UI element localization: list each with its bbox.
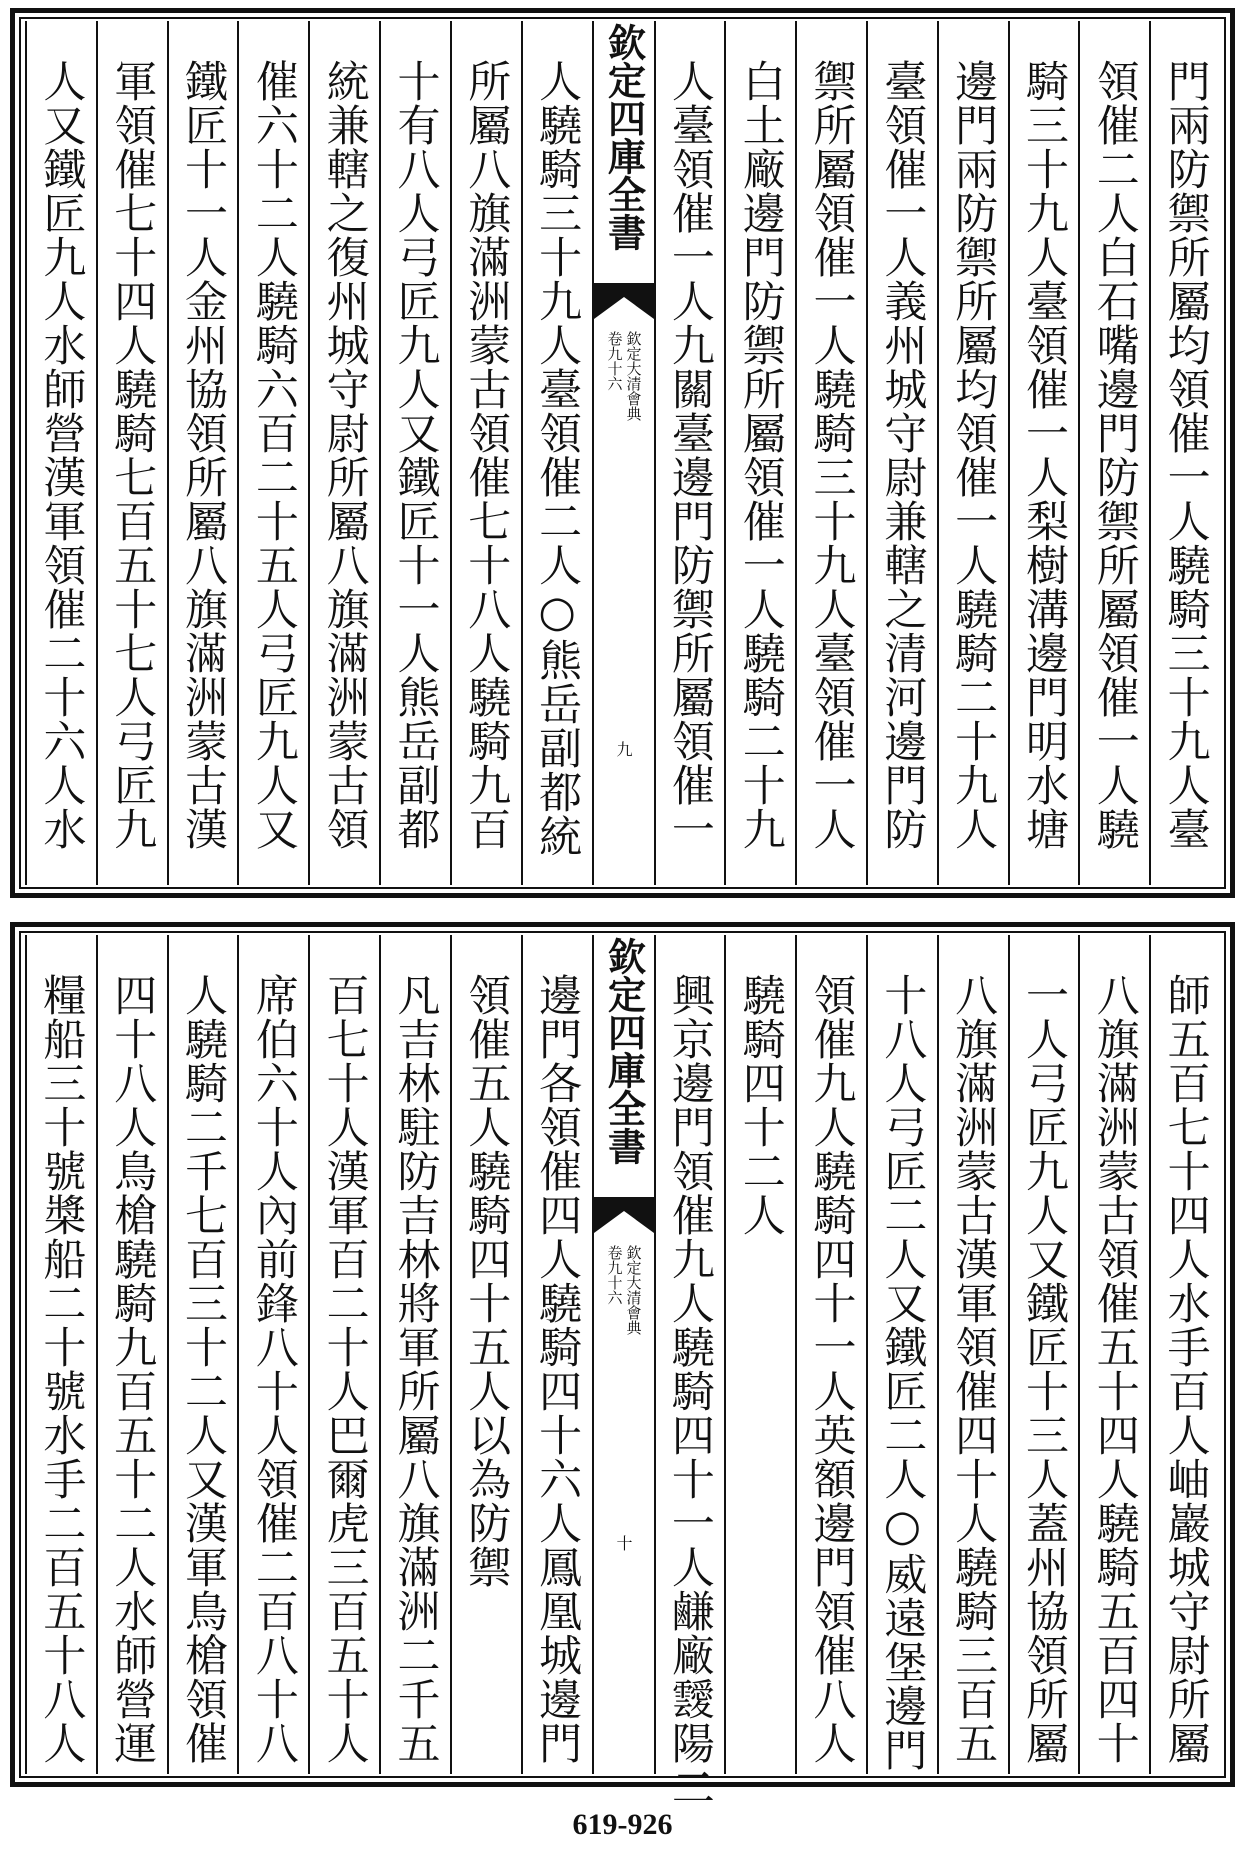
text-column: 邊門各領催四人驍騎四十六人鳳凰城邊門 xyxy=(521,935,592,1774)
edition-info xyxy=(606,1245,642,1335)
fishtail-mark-icon xyxy=(594,283,654,319)
column-grid xyxy=(25,935,1220,1809)
book-title: 欽定四庫全書 xyxy=(601,23,647,251)
text-column: 人驍騎二千七百三十二人又漢軍鳥槍領催 xyxy=(167,935,238,1774)
page-number: 619-926 xyxy=(572,1808,673,1841)
text-column: 一人弓匠九人又鐵匠十三人蓋州協領所屬 xyxy=(1008,935,1079,1774)
text-column: 人臺領催一人九關臺邊門防禦所屬領催一 xyxy=(654,21,725,885)
folio-number: 九 xyxy=(614,741,633,757)
column-grid xyxy=(25,21,1220,885)
text-column: 所屬八旗滿洲蒙古領催七十八人驍騎九百 xyxy=(450,21,521,885)
text-column: 白土廠邊門防禦所屬領催一人驍騎二十九 xyxy=(724,21,795,885)
text-column: 禦所屬領催一人驍騎三十九人臺領催一人 xyxy=(795,21,866,885)
text-column: 軍領催七十四人驍騎七百五十七人弓匠九 xyxy=(96,21,167,885)
text-column: 臺領催一人義州城守尉兼轄之清河邊門防 xyxy=(866,21,937,885)
text-column: 八旗滿洲蒙古領催五十四人驍騎五百四十 xyxy=(1078,935,1149,1774)
text-column: 催六十二人驍騎六百二十五人弓匠九人又 xyxy=(237,21,308,885)
sub-title: 欽定大清會典 xyxy=(624,1245,643,1335)
edition-info xyxy=(606,331,642,421)
text-column: 席伯六十人內前鋒八十人領催二百八十八 xyxy=(237,935,308,1774)
text-column: 凡吉林駐防吉林將軍所屬八旗滿洲二千五 xyxy=(379,935,450,1774)
text-column: 十有八人弓匠九人又鐵匠十一人熊岳副都 xyxy=(379,21,450,885)
center-fold-column xyxy=(592,21,654,885)
text-column: 十八人弓匠二人又鐵匠二人○威遠堡邊門 xyxy=(866,935,937,1774)
text-column: 鐵匠十一人金州協領所屬八旗滿洲蒙古漢 xyxy=(167,21,238,885)
text-column: 驍騎四十二人 xyxy=(724,935,795,1774)
volume-label: 卷九十六 xyxy=(605,331,624,391)
text-column: 領催五人驍騎四十五人以為防禦 xyxy=(450,935,521,1774)
text-column: 領催九人驍騎四十一人英額邊門領催八人 xyxy=(795,935,866,1774)
fishtail-mark-icon xyxy=(594,1197,654,1233)
text-column: 八旗滿洲蒙古漢軍領催四十人驍騎三百五 xyxy=(937,935,1008,1774)
text-column: 騎三十九人臺領催一人梨樹溝邊門明水塘 xyxy=(1008,21,1079,885)
sub-title: 欽定大清會典 xyxy=(624,331,643,421)
text-column: 興京邊門領催九人驍騎四十一人鹻廠靉陽二 xyxy=(654,935,725,1774)
text-column: 糧船三十號槳船二十號水手二百五十八人 xyxy=(25,935,96,1774)
text-column: 百七十人漢軍百二十人巴爾虎三百五十人 xyxy=(308,935,379,1774)
center-fold-column xyxy=(592,935,654,1774)
text-column: 邊門兩防禦所屬均領催一人驍騎二十九人 xyxy=(937,21,1008,885)
folio-number: 十 xyxy=(614,1535,633,1551)
text-column: 師五百七十四人水手百人岫巖城守尉所屬 xyxy=(1149,935,1220,1774)
text-column: 統兼轄之復州城守尉所屬八旗滿洲蒙古領 xyxy=(308,21,379,885)
text-column: 門兩防禦所屬均領催一人驍騎三十九人臺 xyxy=(1149,21,1220,885)
volume-label: 卷九十六 xyxy=(605,1245,624,1305)
text-column: 領催二人白石嘴邊門防禦所屬領催一人驍 xyxy=(1078,21,1149,885)
text-column: 人驍騎三十九人臺領催二人○熊岳副都統 xyxy=(521,21,592,885)
page-bottom xyxy=(10,922,1235,1809)
book-title: 欽定四庫全書 xyxy=(601,937,647,1165)
page-top xyxy=(10,8,1235,898)
text-column: 人又鐵匠九人水師營漢軍領催二十六人水 xyxy=(25,21,96,885)
text-column: 四十八人鳥槍驍騎九百五十二人水師營運 xyxy=(96,935,167,1774)
